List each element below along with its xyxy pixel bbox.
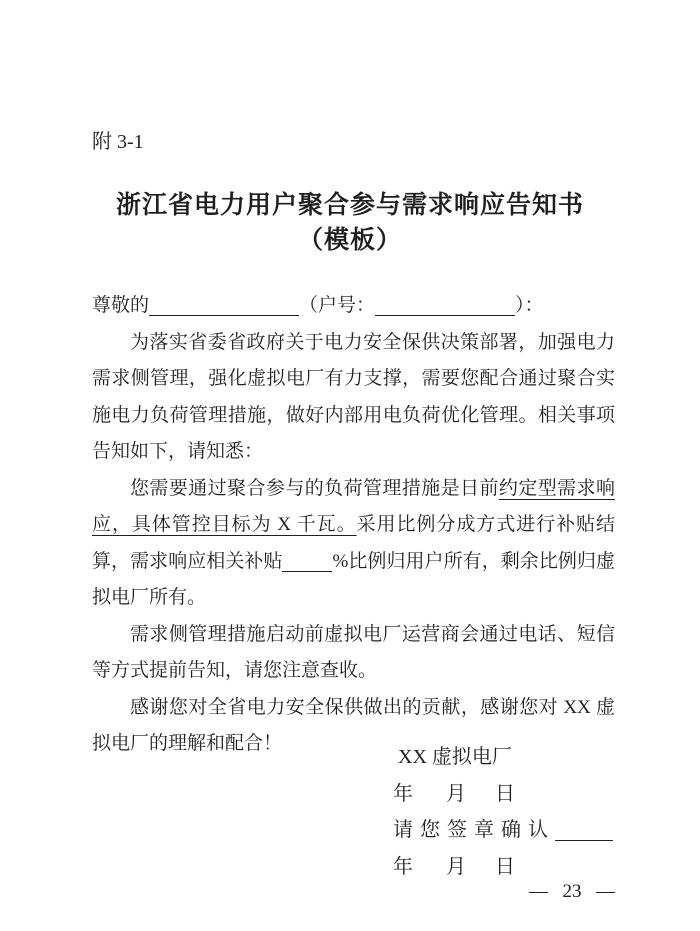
text-segment: 您需要通过聚合参与的负荷管理措施是日前 bbox=[130, 477, 499, 499]
user-date-line bbox=[393, 849, 613, 886]
text-segment: ）： bbox=[515, 295, 544, 316]
year-label: 年 bbox=[393, 782, 413, 805]
signature-block bbox=[393, 739, 613, 885]
text-segment: 采用比例分成方式进行补贴结算，需求响应相关补贴 bbox=[92, 514, 615, 572]
paragraph bbox=[92, 471, 615, 617]
year-label: 年 bbox=[393, 855, 413, 878]
signature-blank-line bbox=[555, 839, 613, 841]
title-line-1: 浙江省电力用户聚合参与需求响应告知书 bbox=[115, 192, 584, 219]
blank-fill-line bbox=[149, 314, 299, 316]
title-line-2: （模板） bbox=[297, 227, 402, 254]
text-segment: （户号： bbox=[299, 295, 376, 316]
attachment-label: 附 3-1 bbox=[92, 131, 144, 153]
text-segment: %比例归用户所有，剩余比例归虚拟电厂所有。 bbox=[92, 550, 615, 608]
month-label: 月 bbox=[446, 782, 466, 805]
day-label: 日 bbox=[495, 782, 515, 805]
text-segment: 为落实省委省政府关于电力安全保供决策部署，加强电力需求侧管理，强化虚拟电厂有力支撑，需要您配合通过聚合实施电力负荷管理措施，做好内部用电负荷优化管理。相关事项告知如下，请知悉： bbox=[92, 331, 615, 462]
page-number: 23 bbox=[562, 881, 582, 902]
day-label: 日 bbox=[495, 855, 515, 878]
document-body bbox=[92, 288, 615, 763]
paragraph bbox=[92, 288, 615, 325]
operator-date-line bbox=[393, 776, 613, 813]
confirm-line bbox=[393, 812, 613, 849]
month-label: 月 bbox=[446, 855, 466, 878]
text-segment: 需求侧管理措施启动前虚拟电厂运营商会通过电话、短信等方式提前告知，请您注意查收。 bbox=[92, 623, 615, 681]
page-number-footer bbox=[529, 881, 615, 903]
text-segment: 感谢您对全省电力安全保供做出的贡献，感谢您对 XX 虚拟电厂的理解和配合！ bbox=[92, 696, 615, 754]
document-title bbox=[0, 188, 700, 258]
footer-dash-left: — bbox=[529, 881, 548, 902]
text-segment: 尊敬的 bbox=[92, 295, 150, 316]
blank-fill-line bbox=[375, 314, 515, 316]
paragraph bbox=[92, 617, 615, 690]
blank-fill-line bbox=[282, 570, 332, 572]
paragraph bbox=[92, 325, 615, 471]
signer-company: XX 虚拟电厂 bbox=[398, 746, 512, 768]
footer-dash-right: — bbox=[596, 881, 615, 902]
confirm-label: 请您签章确认 bbox=[393, 819, 555, 841]
underlined-text: 约定型需求响应，具体管控目标为 X 千瓦。 bbox=[92, 477, 615, 535]
